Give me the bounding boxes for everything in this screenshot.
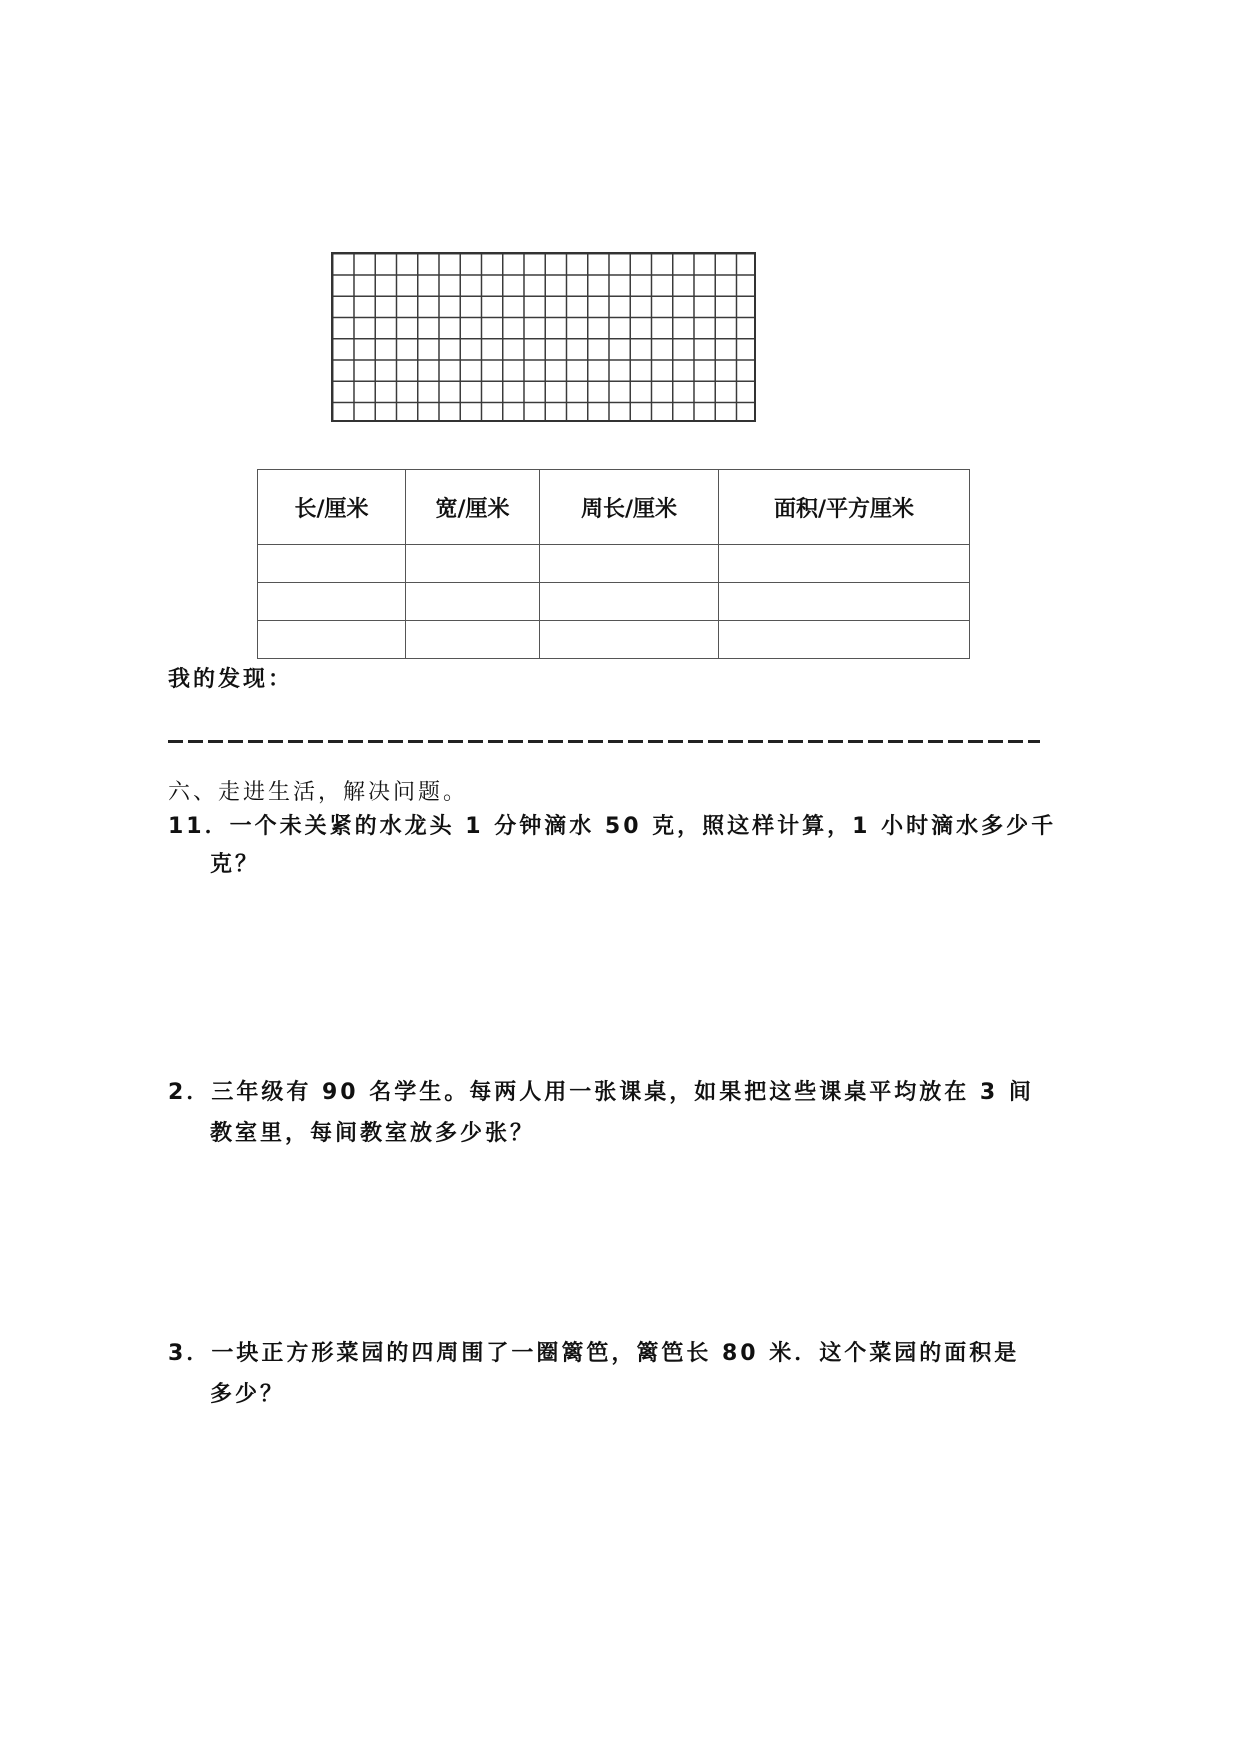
question-text: 一块正方形菜园的四周围了一圈篱笆，篱笆长 80 米．这个菜园的面积是: [211, 1341, 1020, 1366]
table-cell[interactable]: [258, 621, 406, 659]
table-cell[interactable]: [719, 583, 970, 621]
table-cell[interactable]: [719, 545, 970, 583]
table-cell[interactable]: [258, 583, 406, 621]
table-cell[interactable]: [406, 583, 540, 621]
question-text: 三年级有 90 名学生。每两人用一张课桌，如果把这些课桌平均放在 3 间: [211, 1080, 1034, 1105]
table-cell[interactable]: [719, 621, 970, 659]
answer-dashed-line[interactable]: [168, 740, 1040, 743]
discovery-label: 我的发现：: [168, 667, 294, 692]
question-text: 一个未关紧的水龙头 1 分钟滴水 50 克，照这样计算，1 小时滴水多少千: [229, 814, 1057, 839]
table-cell[interactable]: [540, 545, 719, 583]
table-cell[interactable]: [258, 545, 406, 583]
grid-paper: [331, 252, 756, 422]
question-number: 2．: [168, 1080, 212, 1105]
section-title: 六、走进生活，解决问题。: [168, 780, 469, 805]
table-cell[interactable]: [406, 545, 540, 583]
question-1-line-1: [168, 814, 1056, 840]
table-cell[interactable]: [540, 583, 719, 621]
header-length: 长/厘米: [258, 470, 406, 545]
table-cell[interactable]: [406, 621, 540, 659]
measurement-table: [257, 469, 970, 659]
question-2-line-1: [168, 1080, 1034, 1106]
question-number: 11．: [168, 814, 230, 839]
header-perimeter: 周长/厘米: [540, 470, 719, 545]
table-row: [258, 621, 970, 659]
question-number: 3．: [168, 1341, 212, 1366]
table-header-row: [258, 470, 970, 545]
table-cell[interactable]: [540, 621, 719, 659]
question-3-line-1: [168, 1341, 1019, 1367]
header-width: 宽/厘米: [406, 470, 540, 545]
question-1-line-2: 克？: [210, 852, 261, 877]
header-area: 面积/平方厘米: [719, 470, 970, 545]
table-row: [258, 583, 970, 621]
question-3-line-2: 多少？: [210, 1382, 286, 1407]
question-2-line-2: 教室里，每间教室放多少张？: [210, 1121, 536, 1146]
table-row: [258, 545, 970, 583]
